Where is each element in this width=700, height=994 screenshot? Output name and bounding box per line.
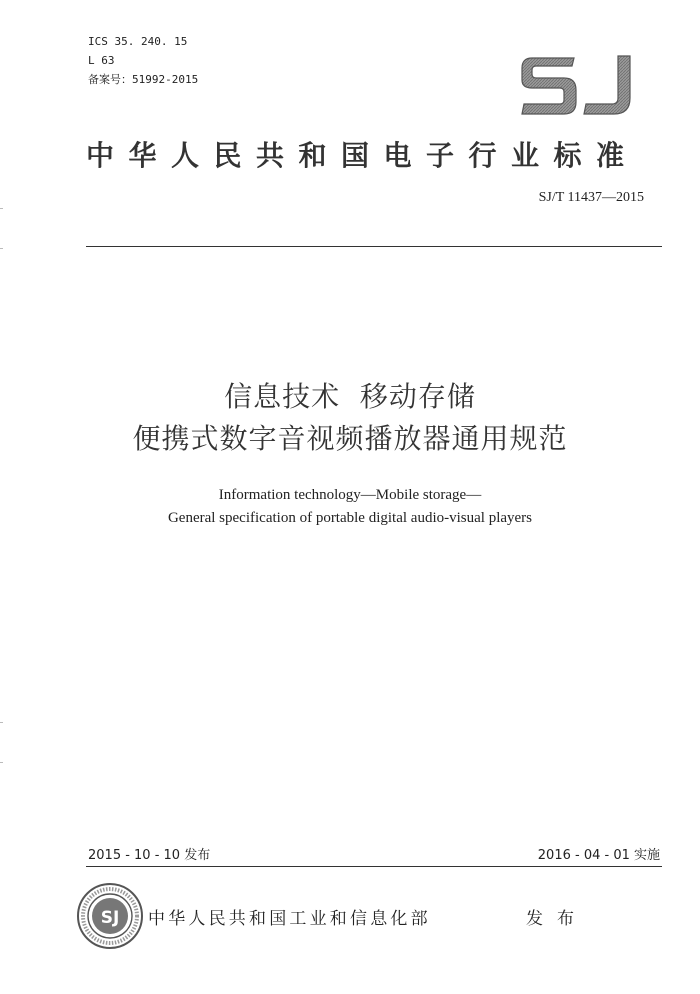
bottom-divider: [86, 866, 662, 867]
chinese-title-line-1: 信息技术 移动存储: [224, 380, 476, 413]
chinese-title-line-2: 便携式数字音视频播放器通用规范: [132, 422, 568, 455]
ics-code: ICS 35. 240. 15: [88, 35, 188, 48]
issue-label: 发布: [526, 909, 588, 929]
standard-category-title: 中华人民共和国电子行业标准: [86, 139, 639, 172]
filing-number: 备案号：51992-2015: [88, 73, 199, 86]
scan-mark: [0, 762, 3, 763]
english-title-line-1: Information technology—Mobile storage—: [218, 487, 482, 503]
ministry-seal-icon: [76, 882, 144, 950]
scan-mark: [0, 722, 3, 723]
standard-number: SJ/T 11437—2015: [538, 190, 644, 205]
scan-mark: [0, 248, 3, 249]
issuing-authority: 中华人民共和国工业和信息化部: [148, 909, 431, 929]
top-divider: [86, 246, 662, 247]
svg-text:SJ: SJ: [100, 908, 120, 928]
document-metadata: [88, 32, 198, 89]
effective-date: 2016 - 04 - 01 实施: [537, 848, 660, 863]
classification-code: L 63: [88, 54, 115, 67]
scan-mark: [0, 208, 3, 209]
english-title-line-2: General specification of portable digital audio-visual players: [167, 510, 533, 526]
issue-date: 2015 - 10 - 10 发布: [88, 848, 211, 863]
sj-logo-icon: [518, 52, 636, 118]
